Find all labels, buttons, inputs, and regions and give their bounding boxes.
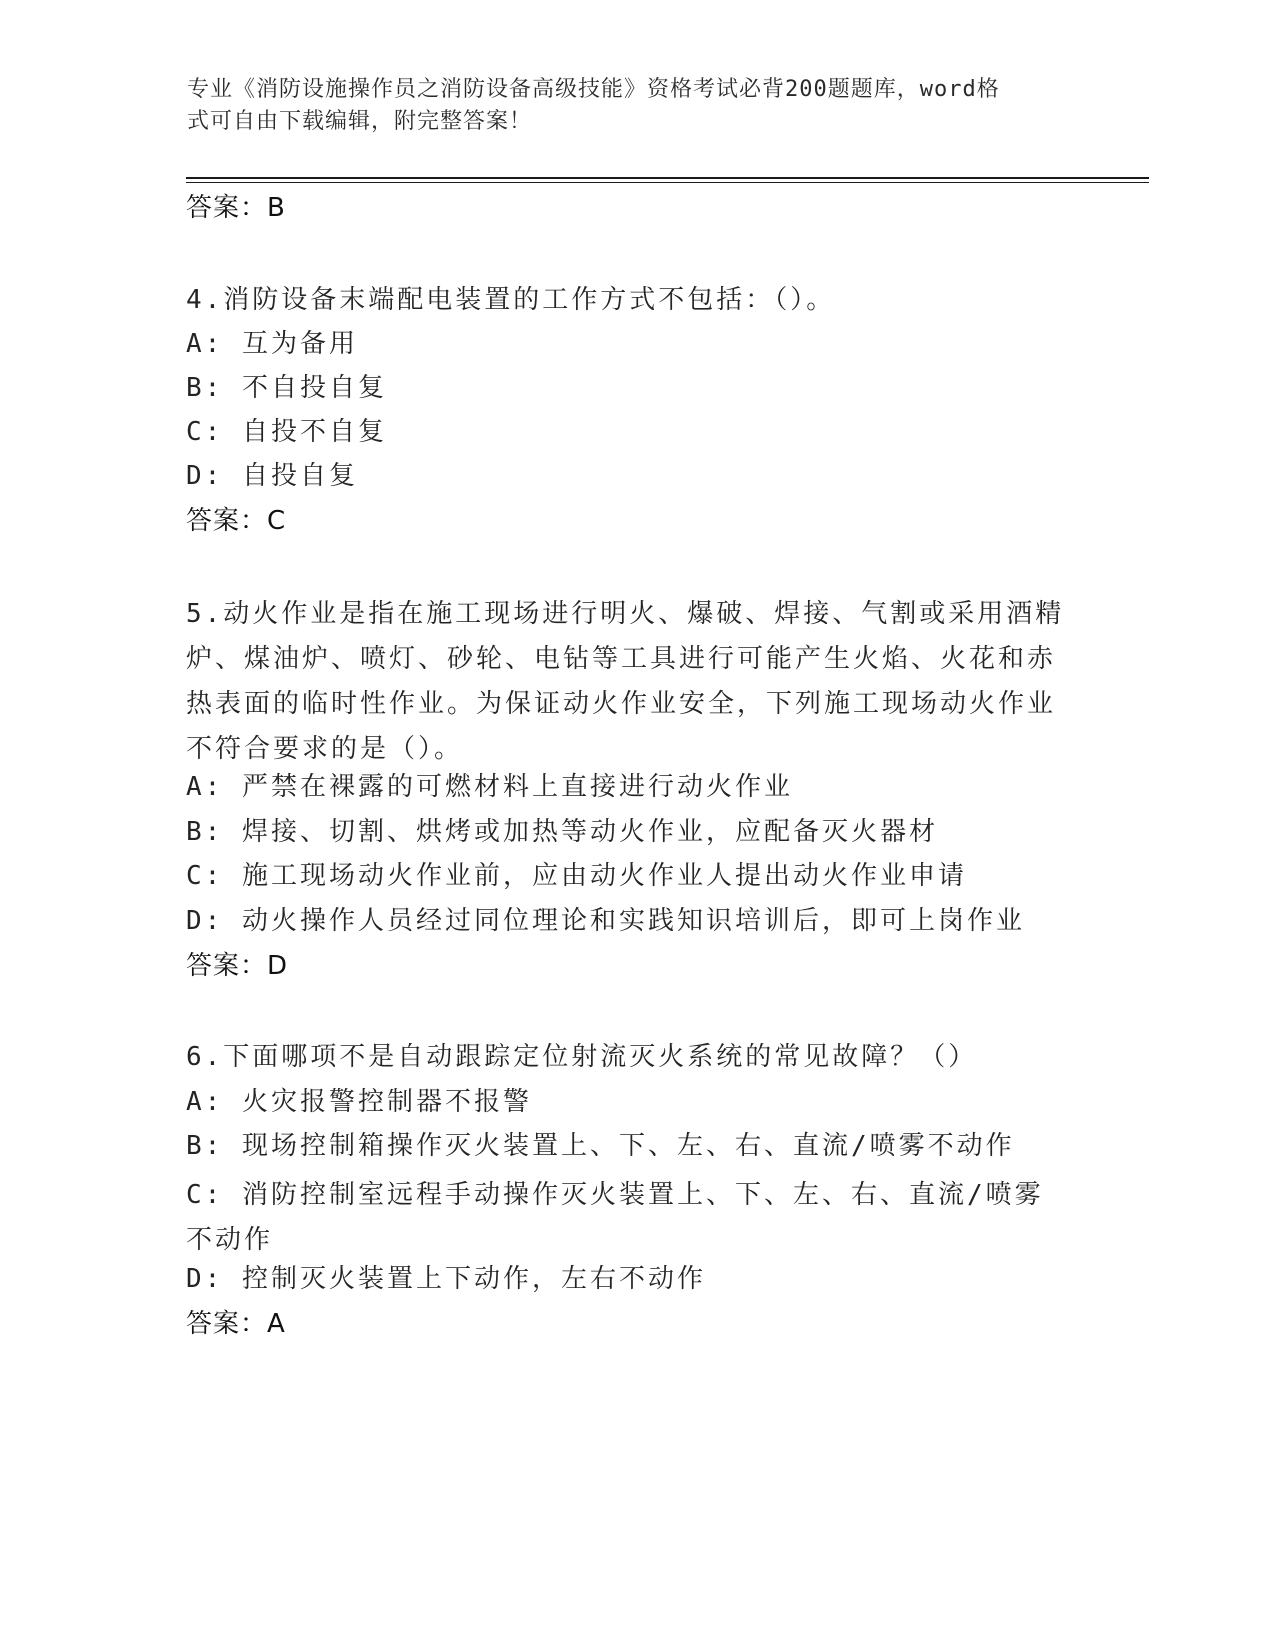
header-line-2: 式可自由下载编辑，附完整答案！ bbox=[187, 109, 533, 134]
question-5-option-b: B: 焊接、切割、烘烤或加热等动火作业，应配备灭火器材 bbox=[186, 817, 938, 847]
question-4-stem: 4.消防设备末端配电装置的工作方式不包括：（）。 bbox=[186, 285, 836, 315]
question-6-stem: 6.下面哪项不是自动跟踪定位射流灭火系统的常见故障？（） bbox=[186, 1042, 978, 1072]
header-line-1: 专业《消防设施操作员之消防设备高级技能》资格考试必背200题题库，word格 bbox=[187, 77, 1000, 102]
question-5-option-d: D: 动火操作人员经过同位理论和实践知识培训后，即可上岗作业 bbox=[186, 906, 1025, 936]
question-4-option-b: B: 不自投自复 bbox=[186, 373, 387, 403]
question-6-option-c: C: 消防控制室远程手动操作灭火装置上、下、左、右、直流/喷雾不动作 bbox=[186, 1180, 1044, 1255]
question-6-option-b: B: 现场控制箱操作灭火装置上、下、左、右、直流/喷雾不动作 bbox=[186, 1131, 1015, 1161]
question-4-option-a: A: 互为备用 bbox=[186, 329, 358, 359]
question-6-option-a: A: 火灾报警控制器不报警 bbox=[186, 1087, 532, 1117]
question-4-option-c: C: 自投不自复 bbox=[186, 417, 387, 447]
header-rule-thick bbox=[186, 177, 1149, 179]
document-header bbox=[187, 74, 1067, 138]
question-5-stem: 5.动火作业是指在施工现场进行明火、爆破、焊接、气割或采用酒精炉、煤油炉、喷灯、砂轮、电钻等工具进行可能产生火焰、火花和赤热表面的临时性作业。为保证动火作业安全，下列施工现场动火作业不符合要求的是（）。 bbox=[186, 599, 1065, 764]
question-6-answer: 答案：A bbox=[186, 1309, 286, 1339]
question-4-option-d: D: 自投自复 bbox=[186, 461, 358, 491]
answer-prev: 答案：B bbox=[186, 193, 286, 223]
question-6-option-d: D: 控制灭火装置上下动作，左右不动作 bbox=[186, 1264, 706, 1294]
question-5-option-a: A: 严禁在裸露的可燃材料上直接进行动火作业 bbox=[186, 772, 793, 802]
header-rule-thin bbox=[186, 182, 1149, 183]
question-5-answer: 答案：D bbox=[186, 951, 289, 981]
question-4-answer: 答案：C bbox=[186, 506, 287, 536]
question-5-option-c: C: 施工现场动火作业前，应由动火作业人提出动火作业申请 bbox=[186, 861, 967, 891]
